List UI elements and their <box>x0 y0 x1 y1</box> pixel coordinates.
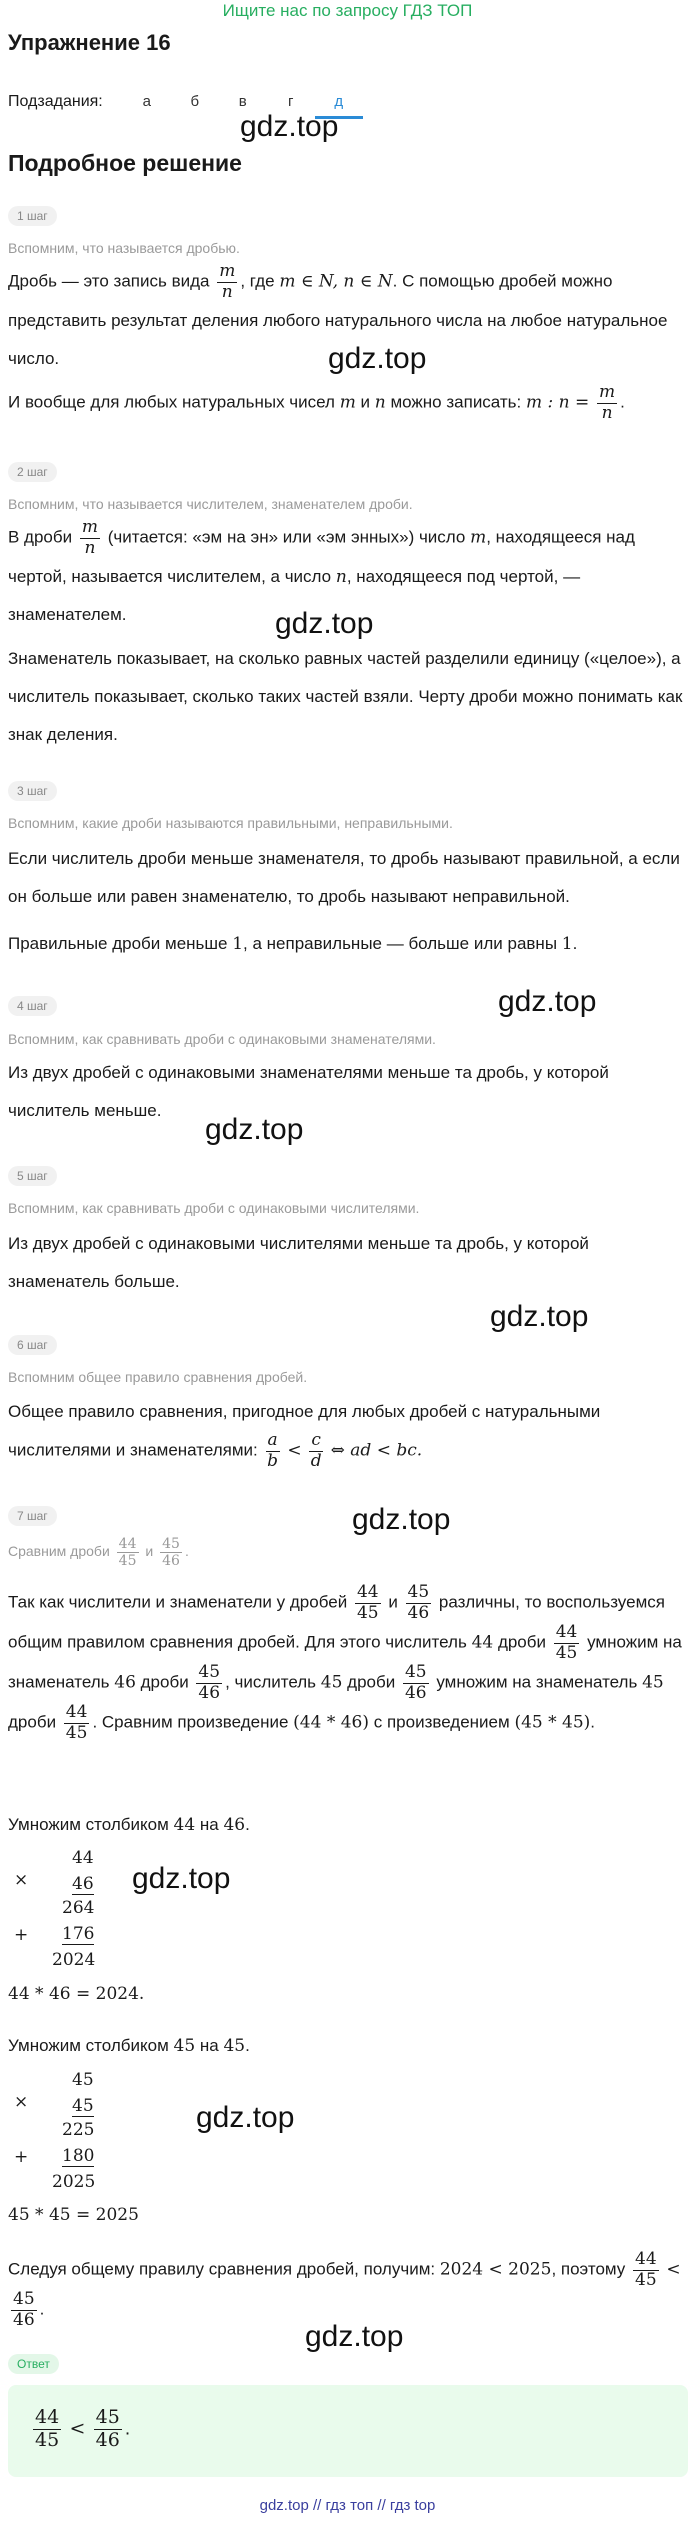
mul1-intro: Умножим столбиком 44 на 46. <box>8 1815 250 1835</box>
watermark: gdz.top <box>240 110 339 143</box>
tab-a[interactable]: а <box>142 93 151 110</box>
answer-fraction-right: $\frac{45}{46}$ <box>95 2406 120 2451</box>
footer-links[interactable]: gdz.top // гдз топ // гдз top <box>259 2497 436 2514</box>
step-hint: Вспомним, что называется дробью. <box>8 240 240 256</box>
tab-b[interactable]: б <box>190 93 200 110</box>
step-hint: Вспомним общее правило сравнения дробей. <box>8 1369 308 1385</box>
step-2-denominator: Знаменатель показывает, на сколько равных частей разделили единицу («целое»), а числитель показывает, сколько таких частей взяли. Черту дроби можно понимать как знак деления. <box>8 649 683 744</box>
watermark: gdz.top <box>275 607 374 640</box>
mul2-intro: Умножим столбиком 45 на 45. <box>8 2036 250 2056</box>
answer-box: $\frac{44}{45}$ < $\frac{45}{46}$ . <box>8 2385 688 2477</box>
step-5-rule: Из двух дробей с одинаковыми числителями меньше та дробь, у которой знаменатель больше. <box>8 1234 589 1291</box>
step-badge: 5 шаг <box>8 1166 57 1186</box>
step-3-rule: Если числитель дроби меньше знаменателя, то дробь называют правильной, а если он больше или равен знаменателю, то дробь называют неправильной. <box>8 849 680 906</box>
step-hint: Сравним дроби $\frac{44}{45}$ и $\frac{45}{46}$ . <box>8 1535 189 1569</box>
step-hint: Вспомним, что называется числителем, знаменателем дроби. <box>8 496 413 512</box>
step-hint: Вспомним, как сравнивать дроби с одинаковыми числителями. <box>8 1200 420 1216</box>
step-3-compare: Правильные дроби меньше 1, а неправильные — больше или равны 1. <box>8 934 578 954</box>
watermark: gdz.top <box>196 2101 295 2134</box>
watermark: gdz.top <box>490 1300 589 1333</box>
step-2-numerator: В дроби $\frac{m}{n}$ (читается: «эм на эн» или «эм энных») число m, находящееся над чертой, называется числителем, а число n, находящееся под чертой, — знаменателем. <box>8 517 635 625</box>
conclusion: Следуя общему правилу сравнения дробей, получим: 2024 < 2025, поэтому $\frac{44}{45}$ < $\frac{45}{46}$ . <box>8 2249 681 2330</box>
step-1-general: И вообще для любых натуральных чисел m и n можно записать: m : n = $\frac{m}{n}$ . <box>8 382 625 423</box>
watermark: gdz.top <box>205 1113 304 1146</box>
step-6-rule: Общее правило сравнения, пригодное для любых дробей с натуральными числителями и знаменателями: $\frac{a}{b}$ < $\frac{c}{d}$ ⇔ ad < bc. <box>8 1402 601 1471</box>
step-7-explanation: Так как числители и знаменатели у дробей $\frac{44}{45}$ и $\frac{45}{46}$ различны, то воспользуемся общим правилом сравнения дробей. Для этого числитель 44 дроби $\frac{44}{45}$ умножим на знаменатель 46 дроби $\frac{45}{46}$ , числитель 45 дроби $\frac{45}{46}$ умножим на знаменатель 45 дроби $\frac{44}{45}$ . Сравним произведение (44 * 46) с произведением (45 * 45). <box>8 1582 682 1743</box>
step-badge: 6 шаг <box>8 1335 57 1355</box>
step-badge: 2 шаг <box>8 462 57 482</box>
tab-g[interactable]: г <box>287 93 294 110</box>
exercise-title: Упражнение 16 <box>8 30 171 55</box>
watermark: gdz.top <box>498 985 597 1018</box>
watermark: gdz.top <box>328 342 427 375</box>
answer-badge: Ответ <box>8 2354 59 2374</box>
step-hint: Вспомним, какие дроби называются правильными, неправильными. <box>8 815 453 831</box>
solution-title: Подробное решение <box>8 150 242 176</box>
step-badge: 1 шаг <box>8 206 57 226</box>
step-badge: 7 шаг <box>8 1506 57 1526</box>
watermark: gdz.top <box>132 1862 231 1895</box>
step-1-definition: Дробь — это запись вида $\frac{m}{n}$ , где m ∈ N, n ∈ N. С помощью дробей можно представить результат деления любого натурального числа на любое натуральное число. <box>8 261 668 369</box>
tab-d[interactable]: д <box>315 93 363 119</box>
mul1-result: 44 * 46 = 2024. <box>8 1984 145 2004</box>
answer-fraction-left: $\frac{44}{45}$ <box>35 2406 60 2451</box>
subtasks-label: Подзадания: <box>8 92 103 110</box>
step-badge: 3 шаг <box>8 781 57 801</box>
step-4-rule: Из двух дробей с одинаковыми знаменателями меньше та дробь, у которой числитель меньше. <box>8 1063 609 1120</box>
search-banner[interactable]: Ищите нас по запросу ГДЗ ТОП <box>222 1 473 20</box>
tab-v[interactable]: в <box>238 93 247 110</box>
watermark: gdz.top <box>305 2320 404 2353</box>
mul2-result: 45 * 45 = 2025 <box>8 2205 139 2225</box>
step-hint: Вспомним, как сравнивать дроби с одинаковыми знаменателями. <box>8 1031 436 1047</box>
step-badge: 4 шаг <box>8 996 57 1016</box>
watermark: gdz.top <box>352 1503 451 1536</box>
